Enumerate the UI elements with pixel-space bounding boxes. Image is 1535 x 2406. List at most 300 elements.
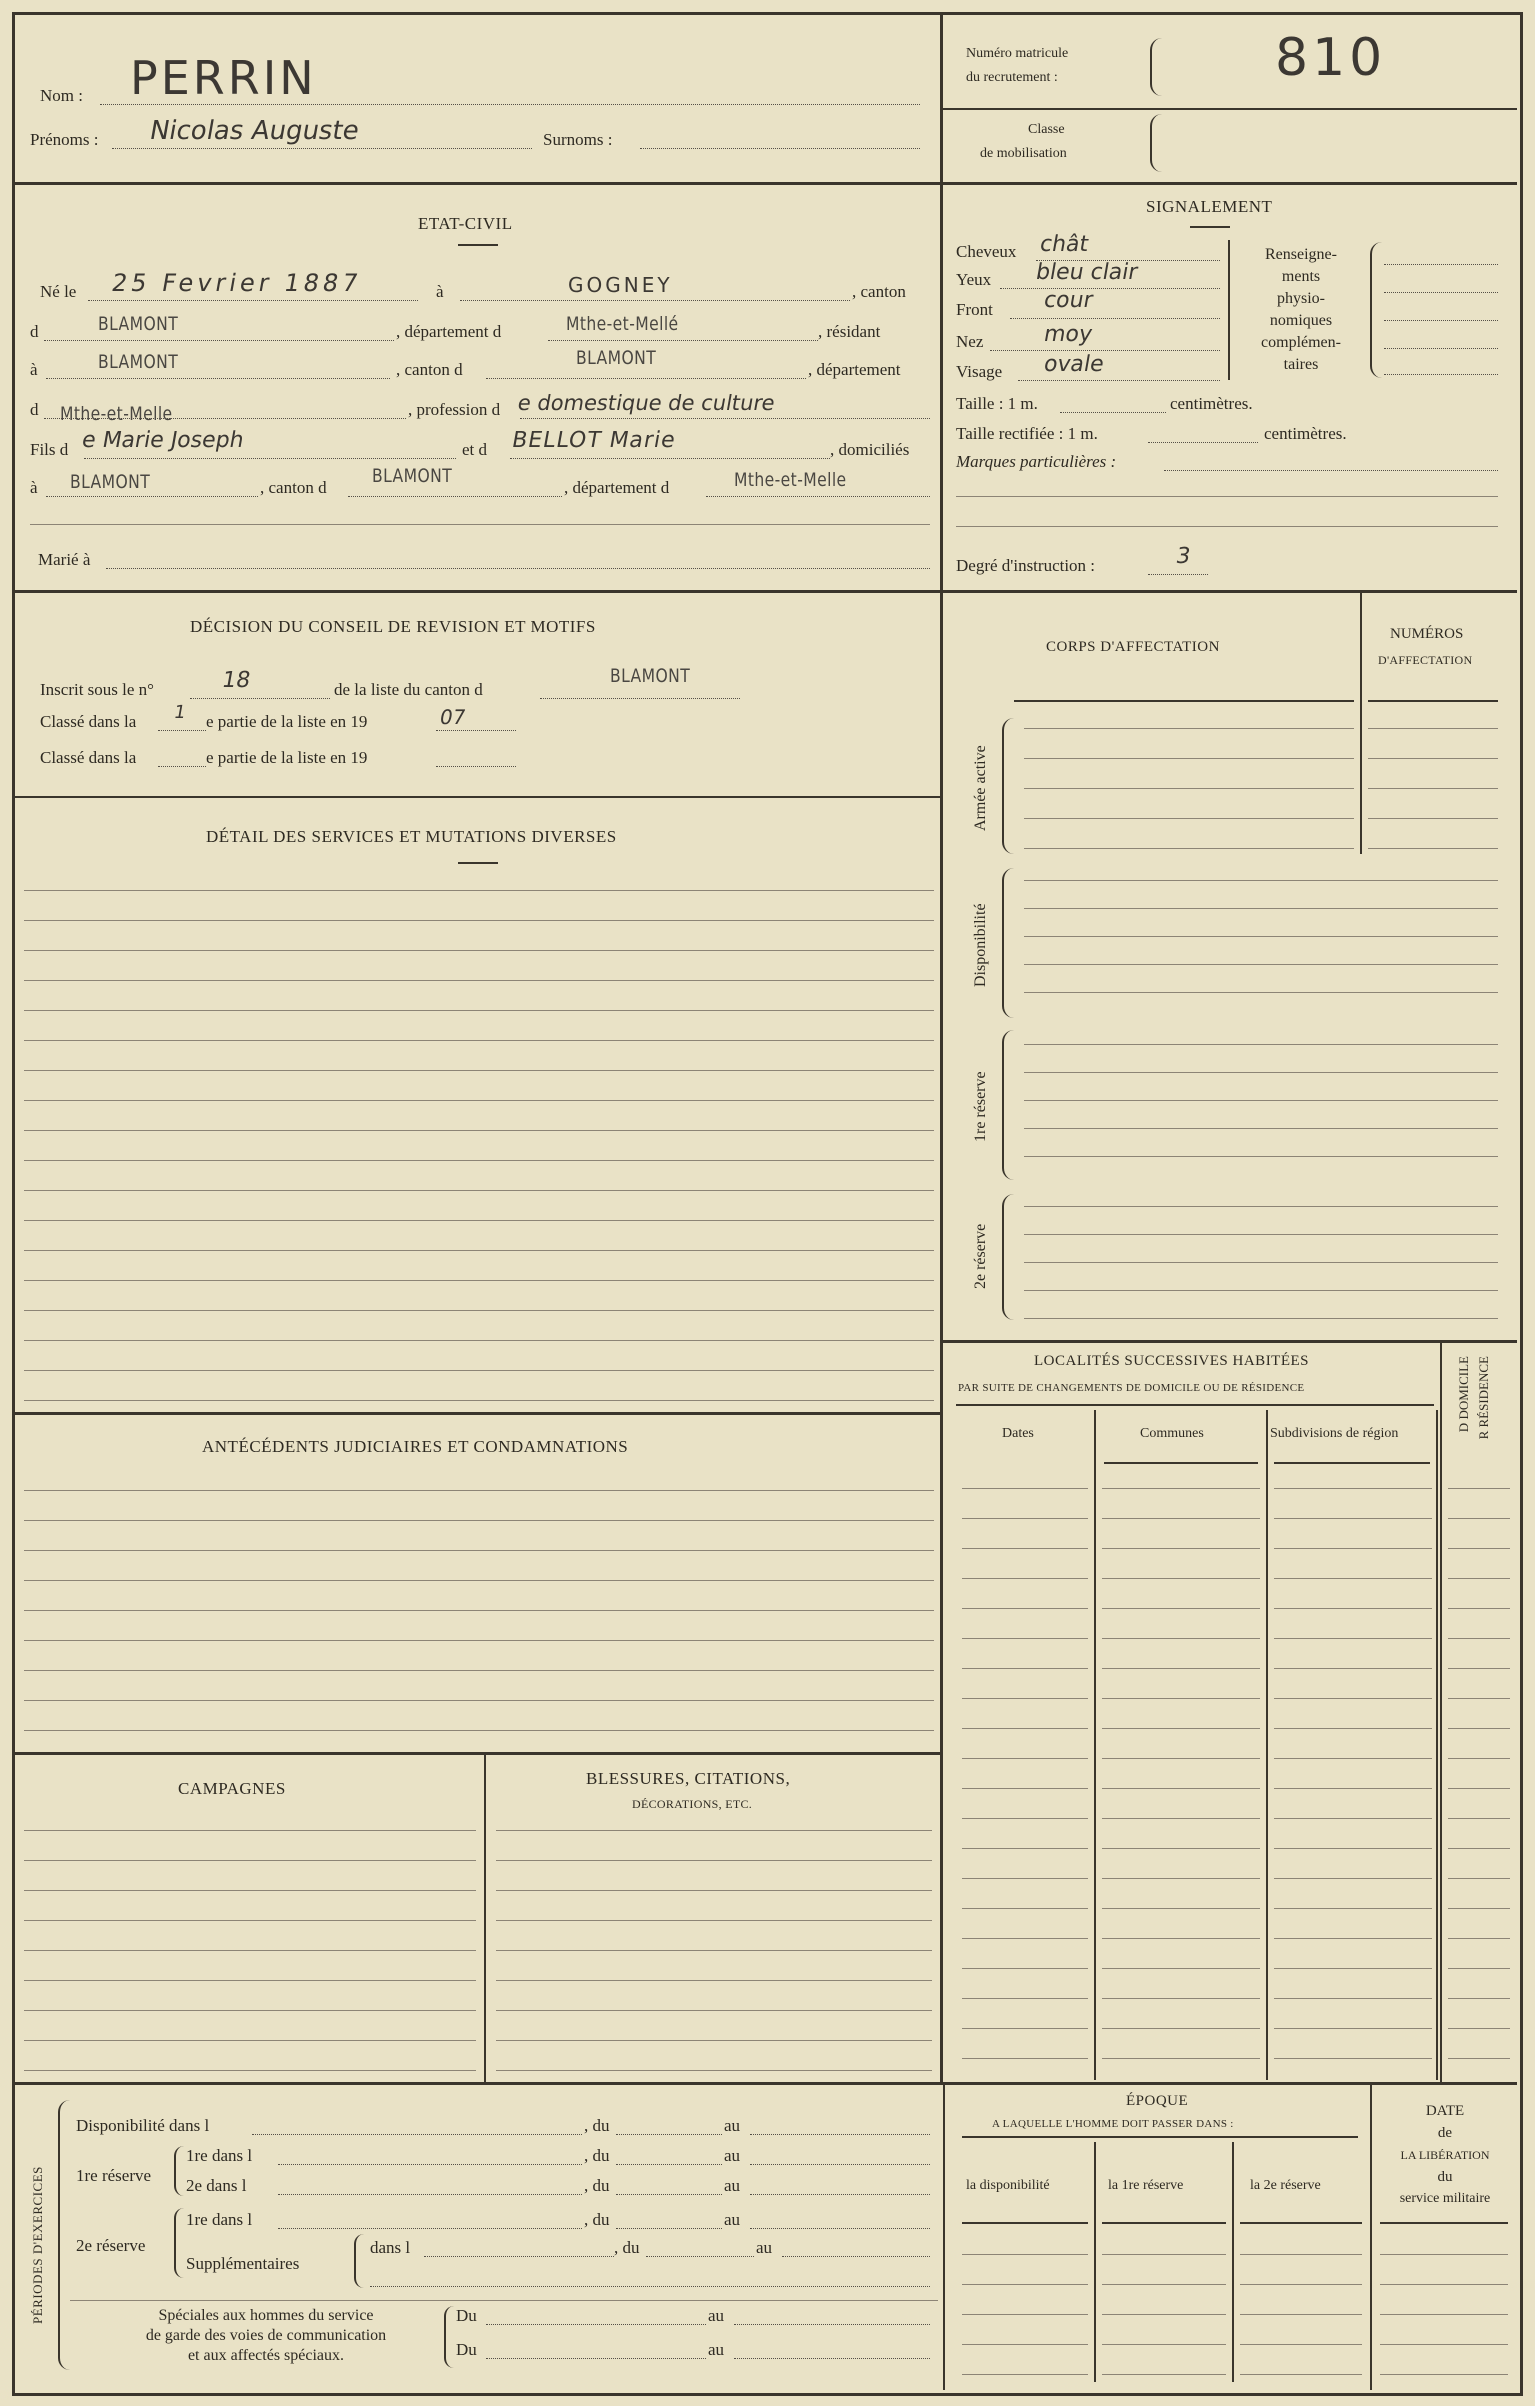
epoque-colheader-rule-1 (962, 2222, 1088, 2224)
blessures-rule (496, 2010, 932, 2011)
localites-dates-rule (962, 1878, 1088, 1879)
classe-label-1: Classe (1028, 122, 1065, 137)
corps-bottom-rule (943, 1340, 1517, 1343)
a-label-2: à (30, 360, 38, 379)
renseignements-line-6: taires (1283, 356, 1319, 373)
liberation-col-rule (1380, 2314, 1508, 2315)
epoque-col2-rule (1102, 2344, 1226, 2345)
a-label-1: à (436, 282, 444, 301)
localites-side-rule (1448, 1878, 1510, 1879)
services-underbar (458, 862, 498, 864)
epoque-left-divider (943, 2084, 945, 2390)
nez-value: moy (1041, 322, 1095, 347)
liste-dotline (540, 698, 740, 699)
localites-vdivider (1440, 1343, 1442, 2083)
prenoms-value: Nicolas Auguste (147, 116, 362, 146)
taille-rectifiee-label: Taille rectifiée : 1 m. (956, 424, 1098, 443)
nom-value: PERRIN (130, 51, 317, 105)
services-rule (24, 1310, 934, 1311)
numeros-label-1: NUMÉROS (1390, 626, 1464, 642)
liberation-rule (1380, 2222, 1508, 2224)
taille-dotline (1060, 412, 1166, 413)
localites-communes-rule (1102, 1878, 1260, 1879)
localites-side-rule (1448, 1518, 1510, 1519)
localites-side-rule (1448, 1848, 1510, 1849)
visage-value: ovale (1041, 352, 1106, 377)
classe1-value: 1 (172, 702, 188, 723)
canton-label-2: , canton d (396, 360, 463, 379)
localites-communes-rule (1102, 1788, 1260, 1789)
localites-subdivisions-rule (1274, 1968, 1432, 1969)
nom-label: Nom : (40, 86, 83, 105)
classe1-suffix: e partie de la liste en 19 (206, 712, 368, 731)
campagnes-title: CAMPAGNES (178, 1779, 286, 1798)
epoque-col3-rule (1240, 2284, 1362, 2285)
antecedents-rule (24, 1700, 934, 1701)
corps-reserve2-rule (1024, 1234, 1498, 1235)
blessures-title: BLESSURES, CITATIONS, (586, 1769, 791, 1788)
front-dotline (1010, 318, 1220, 319)
corps-active-rule (1024, 758, 1354, 759)
etat-civil-rule-1 (30, 524, 930, 525)
domicilies-label: , domiciliés (830, 440, 910, 459)
localites-subdivisions-rule (1274, 2028, 1432, 2029)
epoque-col2-rule (1102, 2284, 1226, 2285)
localites-subdivisions-rule (1274, 1818, 1432, 1819)
matricule-rule (943, 108, 1517, 110)
localites-title: LOCALITÉS SUCCESSIVES HABITÉES (1034, 1353, 1310, 1369)
blessures-rule (496, 1860, 932, 1861)
campagnes-rule (24, 2010, 476, 2011)
cheveux-value: chât (1037, 232, 1091, 257)
liberation-col-rule (1380, 2284, 1508, 2285)
r1-au-2: au (724, 2176, 741, 2195)
profession-label: , profession d (408, 400, 501, 419)
services-rule (24, 890, 934, 891)
numeros-rule (1368, 818, 1498, 819)
reserve2-label: 2e réserve (972, 1223, 989, 1289)
corps-vdivider (1360, 592, 1362, 854)
localites-side-rule (1448, 1608, 1510, 1609)
renseignements-line-5: complémen- (1261, 334, 1341, 351)
classe1-label: Classé dans la (40, 712, 137, 731)
classe2-label: Classé dans la (40, 748, 137, 767)
services-rule (24, 1070, 934, 1071)
rens-dotline-2 (1384, 292, 1498, 293)
departement3-dotline (706, 496, 930, 497)
localites-communes-rule (1102, 2028, 1260, 2029)
epoque-subtitle: A LAQUELLE L'HOMME DOIT PASSER DANS : (992, 2118, 1234, 2130)
resident-label: , résidant (818, 322, 881, 341)
localites-dates-rule (962, 1698, 1088, 1699)
classe-rule (943, 182, 1517, 185)
localites-side-rule (1448, 1548, 1510, 1549)
numeros-header-rule (1368, 700, 1498, 702)
localites-subdivisions-rule (1274, 1668, 1432, 1669)
localites-col-div-3 (1436, 1410, 1438, 2080)
surnoms-label: Surnoms : (543, 130, 613, 149)
localites-col-div-2 (1266, 1410, 1268, 2080)
localites-dates-rule (962, 1488, 1088, 1489)
antecedents-rule (24, 1610, 934, 1611)
renseignements-line-2: ments (1281, 268, 1321, 285)
yeux-value: bleu clair (1033, 260, 1140, 285)
yeux-dotline (1000, 288, 1220, 289)
etat-civil-title: ETAT-CIVIL (418, 214, 513, 233)
inscrit-value: 18 (219, 668, 253, 693)
localites-side-rule (1448, 1758, 1510, 1759)
epoque-col1-rule (962, 2344, 1088, 2345)
r1-dans2-dotline (278, 2194, 582, 2195)
localites-side-rule (1448, 1728, 1510, 1729)
armee-active-label: Armée active (972, 745, 989, 831)
localites-side-rule (1448, 2028, 1510, 2029)
antecedents-rule (24, 1640, 934, 1641)
r1-du-2: , du (584, 2176, 610, 2195)
mere-dotline (510, 458, 830, 459)
localites-subdivisions-rule (1274, 1488, 1432, 1489)
epoque-col3-rule (1240, 2314, 1362, 2315)
column-divider (940, 14, 943, 2082)
inscrit-label: Inscrit sous le n° (40, 680, 154, 699)
speciales-au-1-dotline (734, 2324, 930, 2325)
prenoms-label: Prénoms : (30, 130, 99, 149)
localites-communes-rule (1102, 1608, 1260, 1609)
canton3-dotline (348, 496, 562, 497)
classe2-year-dotline (436, 766, 516, 767)
epoque-colheader-rule-2 (1102, 2222, 1226, 2224)
taille-label: Taille : 1 m. (956, 394, 1038, 413)
col-subdivisions: Subdivisions de région (1270, 1426, 1399, 1441)
localites-communes-rule (1102, 1938, 1260, 1939)
speciales-line-2: de garde des voies de communication (145, 2327, 387, 2344)
localites-col-div-1 (1094, 1410, 1096, 2080)
visage-label: Visage (956, 362, 1003, 381)
supp-au: au (756, 2238, 773, 2257)
corps-reserve2-rule (1024, 1262, 1498, 1263)
dispo-au: au (724, 2116, 741, 2135)
services-rule (24, 1250, 934, 1251)
services-rule (24, 920, 934, 921)
localites-header-rule (956, 1404, 1434, 1406)
epoque-header-rule (962, 2136, 1358, 2138)
numeros-rule (1368, 788, 1498, 789)
periodes-side-title: PÉRIODES D'EXERCICES (30, 2166, 45, 2324)
liberation-line-5: service militaire (1399, 2191, 1491, 2206)
services-rule (24, 1370, 934, 1371)
localites-subdivisions-rule (1274, 1728, 1432, 1729)
localites-subdivisions-rule (1274, 1878, 1432, 1879)
departement-value: Mthe-et-Mellé (566, 313, 679, 335)
liberation-col-rule (1380, 2254, 1508, 2255)
antecedents-rule (24, 1580, 934, 1581)
localites-subdivisions-rule (1274, 1608, 1432, 1609)
localites-communes-rule (1102, 1908, 1260, 1909)
rens-dotline-1 (1384, 264, 1498, 265)
localites-dates-rule (962, 1758, 1088, 1759)
services-rule (24, 1010, 934, 1011)
taille-rect-dotline (1148, 442, 1258, 443)
localites-side-rule (1448, 1788, 1510, 1789)
localites-dates-rule (962, 1998, 1088, 1999)
matricule-value: 810 (1275, 28, 1387, 88)
speciales-line-1: Spéciales aux hommes du service (158, 2307, 374, 2324)
numeros-rule (1368, 728, 1498, 729)
localites-dates-rule (962, 1788, 1088, 1789)
residence-dotline (46, 378, 390, 379)
localites-communes-rule (1102, 1488, 1260, 1489)
liste-value: BLAMONT (610, 665, 691, 687)
r2-du-1-dotline (616, 2228, 722, 2229)
blessures-rule (496, 2040, 932, 2041)
canton2-value: BLAMONT (576, 347, 657, 369)
liberation-line-4: du (1437, 2169, 1453, 2185)
corps-dispo-rule (1024, 964, 1498, 965)
r2-dans1: 1re dans l (186, 2210, 253, 2229)
localites-subdivisions-rule (1274, 1698, 1432, 1699)
localites-subdivisions-rule (1274, 1548, 1432, 1549)
signalement-bottom-rule (943, 590, 1517, 593)
reserve1-label: 1re réserve (972, 1071, 989, 1143)
antecedents-rule (24, 1520, 934, 1521)
localites-dates-rule (962, 1818, 1088, 1819)
liberation-col-rule (1380, 2344, 1508, 2345)
localites-subdivisions-rule (1274, 1848, 1432, 1849)
campagnes-rule (24, 1980, 476, 1981)
localites-dates-rule (962, 2058, 1088, 2059)
campagnes-rule (24, 2040, 476, 2041)
blessures-subtitle: DÉCORATIONS, ETC. (632, 1797, 753, 1811)
epoque-col-2: la 1re réserve (1108, 2178, 1184, 2193)
speciales-au-1: au (708, 2306, 725, 2325)
services-rule (24, 1220, 934, 1221)
localites-communes-rule (1102, 1668, 1260, 1669)
classe1-dotline (158, 730, 206, 731)
services-rule (24, 980, 934, 981)
speciales-du-2: Du (456, 2340, 477, 2359)
epoque-col1-rule (962, 2374, 1088, 2375)
speciales-du-1: Du (456, 2306, 477, 2325)
r1-au-2-dotline (750, 2194, 930, 2195)
liberation-col-rule (1380, 2374, 1508, 2375)
localites-side-rule (1448, 1968, 1510, 1969)
r1-du-1-dotline (616, 2164, 722, 2165)
blessures-rule (496, 1920, 932, 1921)
campagnes-rule (24, 1830, 476, 1831)
r1-du-1: , du (584, 2146, 610, 2165)
rens-dotline-4 (1384, 348, 1498, 349)
corps-reserve2-rule (1024, 1206, 1498, 1207)
marques-label: Marques particulières : (956, 452, 1117, 471)
domicile-value: BLAMONT (70, 471, 151, 493)
r1-dans1-dotline (278, 2164, 582, 2165)
corps-reserve1-rule (1024, 1044, 1498, 1045)
lieu-naissance: GOGNEY (568, 273, 673, 297)
blessures-rule (496, 1830, 932, 1831)
localites-dates-rule (962, 1548, 1088, 1549)
profession-dotline (520, 418, 930, 419)
services-rule (24, 1040, 934, 1041)
et-label: et d (462, 440, 488, 459)
reserve1-brace (1002, 1030, 1014, 1180)
r2-au-1-dotline (750, 2228, 930, 2229)
corps-dispo-rule (1024, 936, 1498, 937)
antecedents-rule (24, 1730, 934, 1731)
numeros-rule (1368, 758, 1498, 759)
localites-dates-rule (962, 2028, 1088, 2029)
localites-dates-rule (962, 1518, 1088, 1519)
canton2-dotline (486, 378, 806, 379)
services-bottom-rule (14, 1412, 940, 1415)
speciales-au-2: au (708, 2340, 725, 2359)
corps-dispo-rule (1024, 992, 1498, 993)
reserve1-periode-label: 1re réserve (76, 2166, 152, 2185)
localites-dates-rule (962, 1638, 1088, 1639)
localites-side-2: R RÉSIDENCE (1476, 1356, 1491, 1440)
nez-label: Nez (956, 332, 984, 351)
header-bottom-rule (14, 182, 940, 185)
services-rule (24, 1400, 934, 1401)
blessures-rule (496, 1980, 932, 1981)
periodes-brace (58, 2100, 70, 2370)
localites-colheader-rule-1 (1104, 1462, 1258, 1464)
armee-active-brace (1002, 718, 1014, 854)
campagnes-rule (24, 1860, 476, 1861)
mere-value: BELLOT Marie (509, 428, 678, 453)
localites-side-rule (1448, 1698, 1510, 1699)
services-rule (24, 1340, 934, 1341)
localites-subdivisions-rule (1274, 1938, 1432, 1939)
localites-subdivisions-rule (1274, 1638, 1432, 1639)
localites-communes-rule (1102, 1698, 1260, 1699)
etat-civil-underbar (458, 244, 498, 246)
corps-reserve2-rule (1024, 1318, 1498, 1319)
localites-side-1: D DOMICILE (1456, 1356, 1471, 1433)
antecedents-bottom-rule (14, 1752, 940, 1755)
degre-dotline (1148, 574, 1208, 575)
speciales-du-2-dotline (486, 2358, 706, 2359)
localites-dates-rule (962, 1728, 1088, 1729)
periodes-speciales-rule (70, 2300, 938, 2301)
blessures-rule (496, 1890, 932, 1891)
r2-dans1-dotline (278, 2228, 582, 2229)
domicile-dotline (46, 496, 258, 497)
matricule-label-2: du recrutement : (966, 70, 1058, 85)
reserve2-periode-brace (174, 2208, 184, 2278)
epoque-colheader-rule-3 (1240, 2222, 1362, 2224)
epoque-title: ÉPOQUE (1126, 2093, 1189, 2109)
localites-communes-rule (1102, 1548, 1260, 1549)
antecedents-title: ANTÉCÉDENTS JUDICIAIRES ET CONDAMNATIONS (202, 1437, 629, 1456)
corps-reserve1-rule (1024, 1128, 1498, 1129)
antecedents-rule (24, 1550, 934, 1551)
services-rule (24, 1280, 934, 1281)
residence-value: BLAMONT (98, 351, 179, 373)
localites-dates-rule (962, 1908, 1088, 1909)
inscrit-dotline (190, 698, 330, 699)
departement2-value: Mthe-et-Melle (60, 403, 173, 425)
localites-dates-rule (962, 1968, 1088, 1969)
surnoms-dotline (640, 148, 920, 149)
renseignements-divider (1228, 240, 1230, 380)
campagnes-rule (24, 1890, 476, 1891)
front-value: cour (1041, 288, 1095, 313)
visage-dotline (1018, 380, 1220, 381)
localites-communes-rule (1102, 1578, 1260, 1579)
localites-communes-rule (1102, 1518, 1260, 1519)
epoque-col2-rule (1102, 2254, 1226, 2255)
reserve1-periode-brace (174, 2146, 184, 2196)
canton-label-3: , canton d (260, 478, 327, 497)
epoque-col-1: la disponibilité (966, 2178, 1050, 2193)
ne-le-dotline (88, 300, 418, 301)
supplementaires-label: Supplémentaires (186, 2254, 300, 2273)
departement-label-3: , département d (564, 478, 670, 497)
localites-communes-rule (1102, 2058, 1260, 2059)
profession-value: e domestique de culture (515, 391, 777, 415)
speciales-block (86, 2306, 446, 2366)
prenoms-dotline (112, 148, 532, 149)
supplementaires-brace (354, 2234, 364, 2288)
campagnes-rule (24, 1950, 476, 1951)
epoque-col-div-2 (1232, 2142, 1234, 2382)
departement3-value: Mthe-et-Melle (734, 469, 847, 491)
canton-value: BLAMONT (98, 313, 179, 335)
r1-du-2-dotline (616, 2194, 722, 2195)
classe1-year-dotline (436, 730, 516, 731)
departement-dotline (548, 340, 818, 341)
localites-communes-rule (1102, 1968, 1260, 1969)
corps-reserve1-rule (1024, 1072, 1498, 1073)
epoque-col2-rule (1102, 2374, 1226, 2375)
a-label-3: à (30, 478, 38, 497)
rens-dotline-5 (1384, 374, 1498, 375)
col-communes: Communes (1140, 1426, 1204, 1441)
liberation-line-2: de (1437, 2125, 1453, 2141)
fils-label: Fils d (30, 440, 69, 459)
localites-side-rule (1448, 2058, 1510, 2059)
signalement-underbar (1190, 226, 1230, 228)
localites-side-rule (1448, 1668, 1510, 1669)
r1-dans1: 1re dans l (186, 2146, 253, 2165)
localites-side-rule (1448, 1938, 1510, 1939)
departement-label-2: , département (808, 360, 901, 379)
localites-subtitle: PAR SUITE DE CHANGEMENTS DE DOMICILE OU DE RÉSIDENCE (958, 1382, 1305, 1394)
renseignements-block (1236, 244, 1366, 376)
matricule-brace (1150, 38, 1162, 96)
matricule-label-1: Numéro matricule (966, 46, 1069, 61)
renseignements-line-4: nomiques (1269, 312, 1333, 329)
numeros-label-2: D'AFFECTATION (1378, 653, 1473, 667)
localites-side-rule (1448, 1998, 1510, 1999)
localites-side-rule (1448, 1488, 1510, 1489)
services-rule (24, 1100, 934, 1101)
marie-dotline (106, 568, 930, 569)
localites-communes-rule (1102, 1848, 1260, 1849)
localites-dates-rule (962, 1668, 1088, 1669)
epoque-col3-rule (1240, 2254, 1362, 2255)
supp-au-dotline (782, 2256, 930, 2257)
r2-au-1: au (724, 2210, 741, 2229)
supp-dans: dans l (370, 2238, 411, 2257)
marques-rule-2 (956, 526, 1498, 527)
yeux-label: Yeux (956, 270, 992, 289)
localites-subdivisions-rule (1274, 1518, 1432, 1519)
canton-label-1: , canton (852, 282, 906, 301)
marie-label: Marié à (38, 550, 91, 569)
epoque-col-div-1 (1094, 2142, 1096, 2382)
localites-subdivisions-rule (1274, 2058, 1432, 2059)
